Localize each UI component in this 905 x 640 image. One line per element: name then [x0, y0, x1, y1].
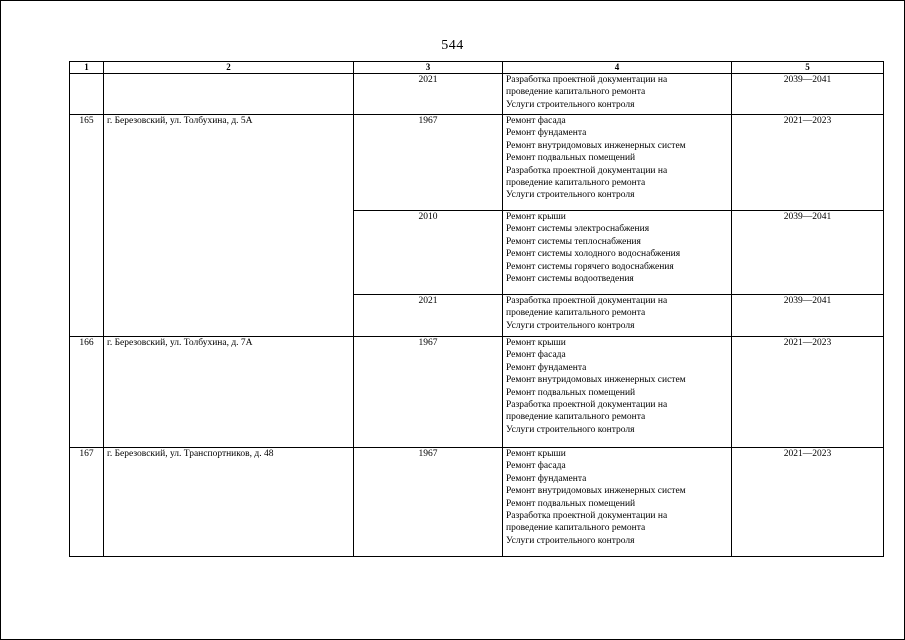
work-item: проведение капитального ремонта: [506, 308, 646, 319]
works-cell: [503, 211, 732, 295]
work-item: Разработка проектной документации на: [506, 400, 668, 411]
year-cell: 2021: [354, 74, 503, 115]
address-cell: [104, 295, 354, 337]
column-header-4: 4: [503, 62, 732, 74]
work-item: Услуги строительного контроля: [506, 320, 635, 331]
period-cell: 2021—2023: [732, 337, 884, 448]
work-item: Ремонт фасада: [506, 116, 566, 126]
work-item: Ремонт крыши: [506, 338, 566, 348]
work-item: Ремонт подвальных помещений: [506, 498, 636, 509]
entry-number-cell: 167: [70, 448, 104, 557]
year-cell: 2021: [354, 295, 503, 337]
work-item: Ремонт системы горячего водоснабжения: [506, 261, 674, 272]
address-cell: [104, 74, 354, 115]
entry-number-cell: [70, 295, 104, 337]
column-header-2: 2: [104, 62, 354, 74]
work-item: Ремонт фундамента: [506, 473, 587, 484]
work-item: Разработка проектной документации на: [506, 511, 668, 522]
work-item: Ремонт системы холодного водоснабжения: [506, 249, 681, 260]
address-cell: г. Березовский, ул. Транспортников, д. 48: [104, 448, 354, 557]
table-row: [70, 74, 884, 115]
works-cell: [503, 337, 732, 448]
work-item: Разработка проектной документации на: [506, 165, 668, 176]
work-item: Ремонт системы теплоснабжения: [506, 236, 641, 247]
table-row: [70, 295, 884, 337]
work-item: Ремонт фундамента: [506, 362, 587, 373]
entry-number-cell: [70, 211, 104, 295]
table-row: [70, 211, 884, 295]
period-cell: 2039—2041: [732, 295, 884, 337]
page-number: 544: [441, 38, 464, 53]
entry-number-cell: [70, 74, 104, 115]
works-cell: [503, 448, 732, 557]
work-item: Ремонт внутридомовых инженерных систем: [506, 375, 686, 386]
column-header-5: 5: [732, 62, 884, 74]
work-item: проведение капитального ремонта: [506, 87, 646, 98]
period-cell: 2039—2041: [732, 74, 884, 115]
work-item: Ремонт крыши: [506, 212, 566, 222]
work-item: Ремонт системы электроснабжения: [506, 224, 650, 235]
column-header-3: 3: [354, 62, 503, 74]
work-item: Ремонт внутридомовых инженерных систем: [506, 486, 686, 497]
work-item: Ремонт внутридомовых инженерных систем: [506, 140, 686, 151]
year-cell: 2010: [354, 211, 503, 295]
year-cell: 1967: [354, 115, 503, 211]
work-item: Ремонт подвальных помещений: [506, 153, 636, 164]
repair-schedule-table: [69, 61, 884, 557]
work-item: Ремонт крыши: [506, 449, 566, 459]
entry-number-cell: 165: [70, 115, 104, 211]
period-cell: 2021—2023: [732, 448, 884, 557]
work-item: Ремонт фундамента: [506, 128, 587, 139]
period-cell: 2021—2023: [732, 115, 884, 211]
period-cell: 2039—2041: [732, 211, 884, 295]
table-row: [70, 337, 884, 448]
works-cell: [503, 295, 732, 337]
work-item: Ремонт фасада: [506, 350, 566, 361]
work-item: Ремонт фасада: [506, 461, 566, 472]
work-item: Услуги строительного контроля: [506, 99, 635, 110]
works-cell: [503, 115, 732, 211]
address-cell: г. Березовский, ул. Толбухина, д. 5А: [104, 115, 354, 211]
work-item: Услуги строительного контроля: [506, 424, 635, 435]
work-item: Ремонт системы водоотведения: [506, 274, 634, 285]
work-item: Ремонт подвальных помещений: [506, 387, 636, 398]
work-item: Услуги строительного контроля: [506, 535, 635, 546]
work-item: проведение капитального ремонта: [506, 412, 646, 423]
column-header-1: 1: [70, 62, 104, 74]
table-row: [70, 448, 884, 557]
work-item: проведение капитального ремонта: [506, 523, 646, 534]
table-row: [70, 115, 884, 211]
address-cell: г. Березовский, ул. Толбухина, д. 7А: [104, 337, 354, 448]
work-item: Разработка проектной документации на: [506, 296, 668, 306]
address-cell: [104, 211, 354, 295]
work-item: проведение капитального ремонта: [506, 178, 646, 189]
entry-number-cell: 166: [70, 337, 104, 448]
year-cell: 1967: [354, 337, 503, 448]
work-item: Разработка проектной документации на: [506, 75, 668, 85]
works-cell: [503, 74, 732, 115]
work-item: Услуги строительного контроля: [506, 190, 635, 201]
column-numbers-row: [70, 62, 884, 74]
year-cell: 1967: [354, 448, 503, 557]
